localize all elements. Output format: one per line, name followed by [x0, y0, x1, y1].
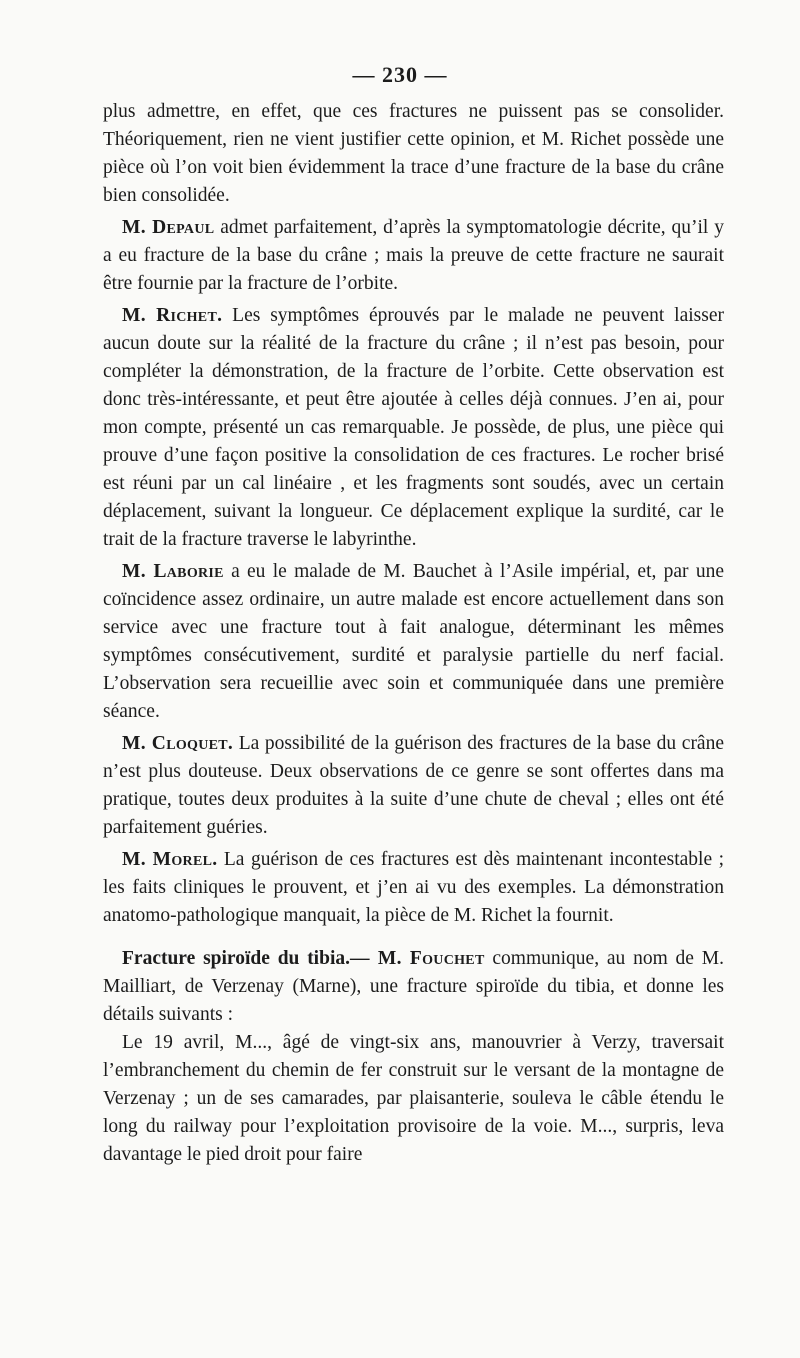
speaker-name: — M. Fouchet [350, 948, 485, 969]
paragraph-richet [103, 302, 724, 554]
speaker-name: M. Morel. [122, 849, 218, 870]
paragraph-text: Le 19 avril, M..., âgé de vingt-six ans, manouvrier à Verzy, traversait l’embranchement du chemin de fer construit sur le versant de la montagne de Verzenay ; un de ses camarades, par plaisanterie, souleva le câble étendu le long du railway pour l’exploitation provisoire de la voie. M..., surpris, leva davantage le pied droit pour faire [103, 1032, 724, 1165]
paragraph-morel [103, 846, 724, 930]
paragraph-cloquet [103, 730, 724, 842]
section-heading: Fracture spiroïde du tibia. [122, 948, 350, 969]
speaker-name: M. Richet. [122, 305, 223, 326]
speaker-name: M. Cloquet. [122, 733, 234, 754]
paragraph-text: a eu le malade de M. Bauchet à l’Asile impérial, et, par une coïncidence assez ordinaire, un autre malade est encore actuellement dans son service avec une fracture tout à fait analogue, déterminant les mêmes symptômes consécutivement, surdité et paralysie partielle du nerf facial. L’observation sera recueillie avec soin et communiquée dans une première séance. [103, 561, 724, 722]
page-number: — 230 — [352, 62, 448, 87]
paragraph-continuation [103, 98, 724, 210]
paragraph-text: communique, au nom de M. Mailliart, de Verzenay (Marne), une fracture spiroïde du tibia, et donne les détails suivants : [103, 948, 724, 1025]
paragraph-text: admet parfaitement, d’après la symptomatologie décrite, qu’il y a eu fracture de la base du crâne ; mais la preuve de cette fracture ne saurait être fournie par la fracture de l’orbite. [103, 217, 724, 294]
text-body [103, 98, 724, 1169]
paragraph-text: plus admettre, en effet, que ces fractures ne puissent pas se consolider. Théoriquement, rien ne vient justifier cette opinion, et M. Richet possède une pièce où l’on voit bien évidemment la trace d’une fracture de la base du crâne bien consolidée. [103, 101, 724, 206]
paragraph-observation [103, 1029, 724, 1169]
paragraph-laborie [103, 558, 724, 726]
speaker-name: M. Laborie [122, 561, 224, 582]
paragraph-text: La guérison de ces fractures est dès maintenant incontestable ; les faits cliniques le prouvent, et j’en ai vu des exemples. La démonstration anatomo-pathologique manquait, la pièce de M. Richet la fournit. [103, 849, 724, 926]
paragraph-text: Les symptômes éprouvés par le malade ne peuvent laisser aucun doute sur la réalité de la fracture du crâne ; il n’est pas besoin, pour compléter la démonstration, de la fracture de l’orbite. Cette observation est donc très-intéressante, et peut être ajoutée à celles déjà connues. J’en ai, pour mon compte, présenté un cas remarquable. Je possède, de plus, une pièce qui prouve d’une façon positive la consolidation de ces fractures. Le rocher brisé est réuni par un cal linéaire , et les fragments sont soudés, avec un certain déplacement, suivant la longueur. Ce déplacement explique la surdité, car le trait de la fracture traverse le labyrinthe. [103, 305, 724, 550]
speaker-name: M. Depaul [122, 217, 215, 238]
paragraph-depaul [103, 214, 724, 298]
paragraph-text: La possibilité de la guérison des fractures de la base du crâne n’est plus douteuse. Deux observations de ce genre se sont offertes dans ma pratique, toutes deux produites à la suite d’une chute de cheval ; elles ont été parfaitement guéries. [103, 733, 724, 838]
paragraph-fracture-spiroide [103, 945, 724, 1029]
